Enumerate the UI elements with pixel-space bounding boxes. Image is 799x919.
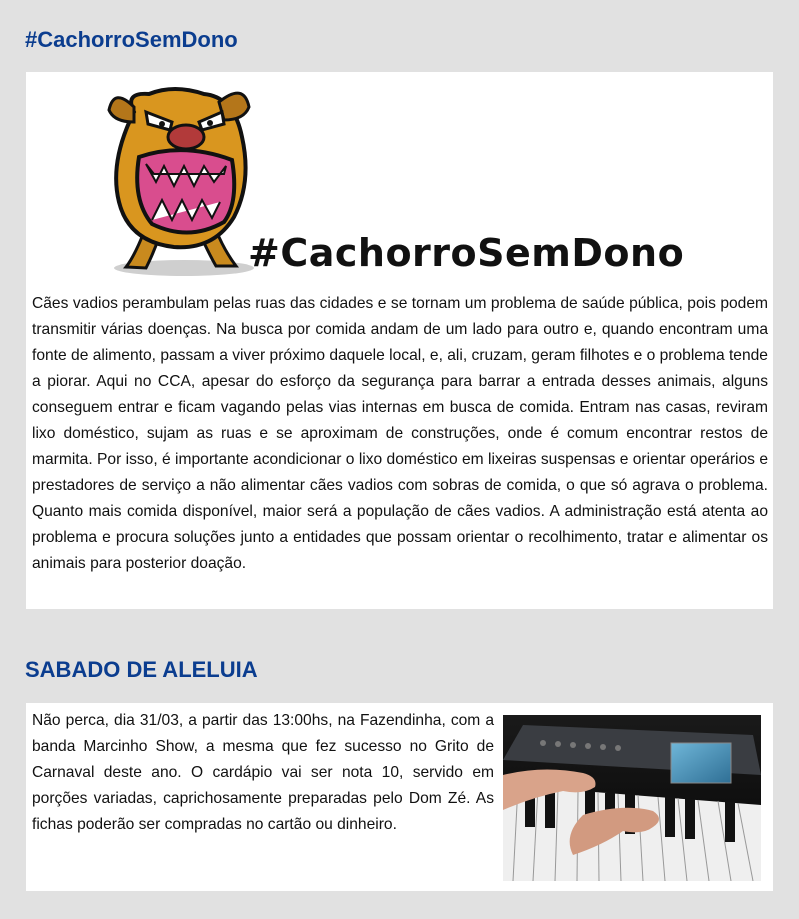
- article-card-sabado: [26, 703, 773, 891]
- keyboard-photo-icon: [503, 715, 761, 881]
- angry-dog-icon: [104, 82, 254, 282]
- section-title-cachorro: #CachorroSemDono: [25, 27, 238, 52]
- article-body-cachorro: Cães vadios perambulam pelas ruas das cidades e se tornam um problema de saúde pública, pois podem transmitir várias doenças. Na busca por comida andam de um lado para outro e, quando encontram uma fonte de alimento, passam a viver próximo daquele local, e, ali, cruzam, geram filhotes e o problema tende a piorar. Aqui no CCA, apesar do esforço da segurança para barrar a entrada desses animais, alguns conseguem entrar e ficam vagando pelas vias internas em busca de comida. Entram nas casas, reviram lixo doméstico, sujam as ruas e se aproximam de construções, onde é comum encontrar restos de marmita. Por isso, é importante acondicionar o lixo doméstico em lixeiras suspensas e orientar operários e prestadores de serviço a não alimentar cães vadios com sobras de comida, o que só agrava o problema. Quanto mais comida disponível, maior será a população de cães vadios. A administração está atenta ao problema e procura soluções junto a entidades que possam orientar o recolhimento, tratar e alimentar os animais para posterior doação.: [32, 295, 768, 572]
- article-card-cachorro: [26, 72, 773, 609]
- section-title-sabado: SABADO DE ALELUIA: [25, 657, 258, 682]
- article-body-sabado: Não perca, dia 31/03, a partir das 13:00hs, na Fazendinha, com a banda Marcinho Show, a mesma que fez sucesso no Grito de Carnaval deste ano. O cardápio vai ser nota 10, servido em porções variadas, caprichosamente preparadas pelo Dom Zé. As fichas poderão ser compradas no cartão ou dinheiro.: [32, 712, 494, 833]
- hashtag-logo-text: #CachorroSemDono: [248, 231, 685, 275]
